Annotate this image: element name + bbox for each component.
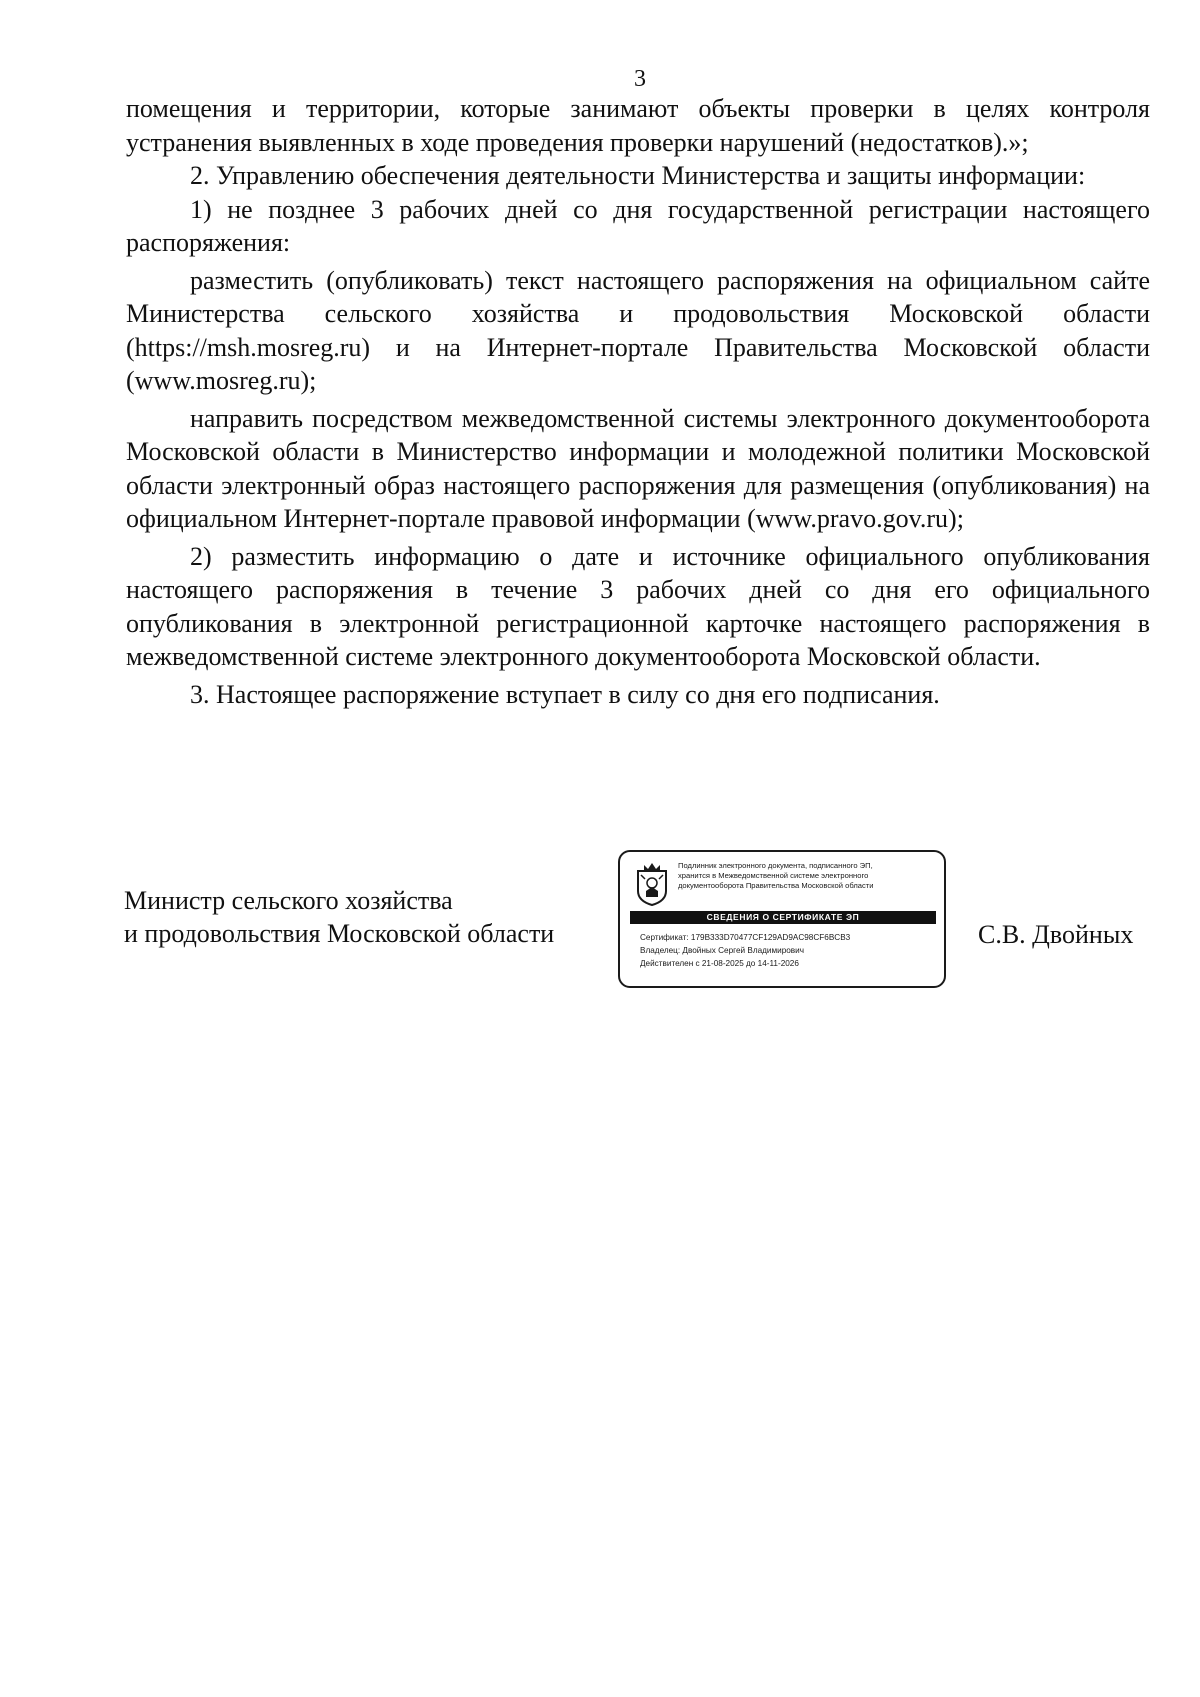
electronic-signature-stamp [618,850,946,988]
stamp-certificate-details [640,931,940,970]
stamp-certificate-owner: Владелец: Двойных Сергей Владимирович [640,946,804,955]
paragraph-publish-websites: разместить (опубликовать) текст настоящего распоряжения на официальном сайте Министерства сельского хозяйства и продовольствия Московской области (https://msh.mosreg.ru) и на Интернет-портале Правительства Московской области (www.mosreg.ru); [126,265,1150,395]
stamp-note-line3: документооборота Правительства Московской области [678,881,874,890]
paragraph-item-2: 2. Управлению обеспечения деятельности Министерства и защиты информации: [190,161,1086,190]
stamp-certificate-validity: Действителен с 21-08-2025 до 14-11-2026 [640,959,799,968]
paragraph-item-3: 3. Настоящее распоряжение вступает в силу со дня его подписания. [190,679,940,709]
signatory-title-line2: и продовольствия Московской области [124,919,555,948]
stamp-note-line1: Подлинник электронного документа, подписанного ЭП, [678,861,873,870]
signatory-name: С.В. Двойных [978,920,1134,949]
paragraph-continuation: помещения и территории, которые занимают объекты проверки в целях контроля устранения выявленных в ходе проведения проверки нарушений (недостатков).»; [126,94,1150,157]
signatory-title-line1: Министр сельского хозяйства [124,886,453,915]
moscow-region-emblem-icon [632,861,672,907]
document-body [126,92,1150,711]
paragraph-subitem-2: 2) разместить информацию о дате и источнике официального опубликования настоящего распоряжения в течение 3 рабочих дней со дня его официального опубликования в электронной регистрационной карточке настоящего распоряжения в межведомственной системе электронного документооборота Московской области. [126,541,1150,671]
paragraph-subitem-1: 1) не позднее 3 рабочих дней со дня государственной регистрации настоящего распоряжения: [126,194,1150,257]
stamp-certificate-number: Сертификат: 179B333D70477CF129AD9AC98CF6BCB3 [640,933,851,942]
stamp-note [678,861,940,891]
signatory-title [124,884,554,950]
paragraph-send-pravo: направить посредством межведомственной системы электронного документооборота Московской области в Министерство информации и молодежной политики Московской области электронный образ настоящего распоряжения для размещения (опубликования) на официальном Интернет-портале правовой информации (www.pravo.gov.ru); [126,403,1150,533]
stamp-note-line2: хранится в Межведомственной системе электронного [678,871,869,880]
page-number: 3 [634,66,646,92]
stamp-certificate-header: СВЕДЕНИЯ О СЕРТИФИКАТЕ ЭП [630,911,936,924]
